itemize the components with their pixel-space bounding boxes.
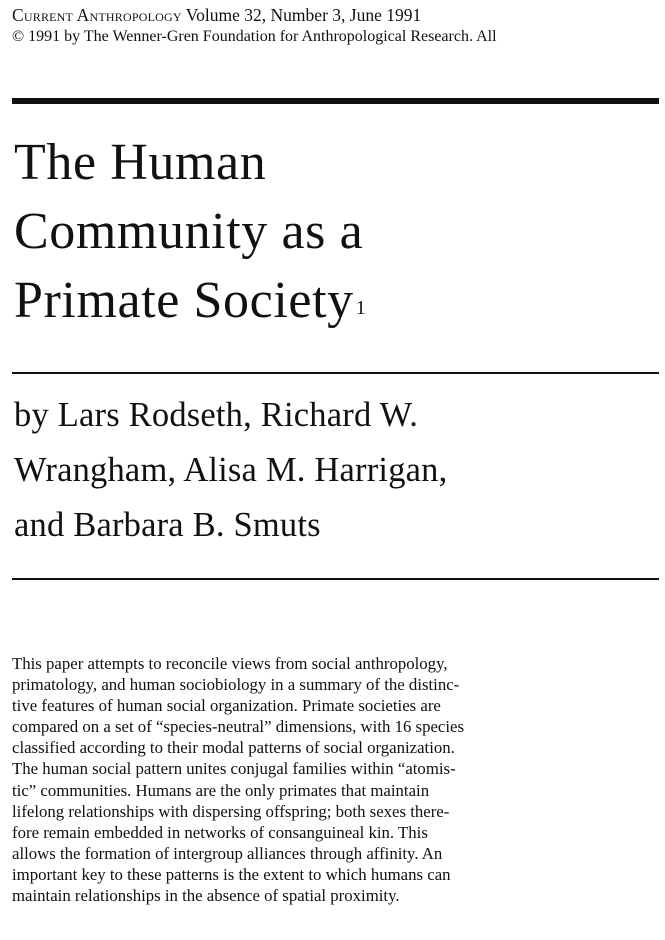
title-line	[14, 266, 366, 335]
abstract-line: tive features of human social organization. Primate societies are	[12, 696, 441, 716]
abstract-line: compared on a set of “species-neutral” dimensions, with 16 species	[12, 717, 465, 737]
copyright-notice: © 1991 by The Wenner-Gren Foundation for Anthropological Research. All	[12, 28, 497, 45]
abstract-line: tic” communities. Humans are the only primates that maintain	[12, 780, 430, 800]
journal-issue: Volume 32, Number 3, June 1991	[185, 5, 422, 25]
author-line: by Lars Rodseth, Richard W.	[14, 396, 419, 434]
title-rule	[12, 372, 659, 374]
abstract-line: primatology, and human sociobiology in a summary of the distinc-	[12, 675, 460, 695]
author-byline	[14, 388, 447, 553]
author-rule	[12, 578, 659, 580]
abstract-line: important key to these patterns is the extent to which humans can	[12, 864, 451, 884]
title-line: Community as a	[14, 203, 364, 260]
journal-citation	[12, 4, 421, 26]
header-rule	[12, 98, 659, 104]
author-line: and Barbara B. Smuts	[14, 506, 321, 544]
abstract-line: fore remain embedded in networks of consanguineal kin. This	[12, 822, 428, 842]
abstract-line: allows the formation of intergroup alliances through affinity. An	[12, 843, 443, 863]
abstract-line: The human social pattern unites conjugal families within “atomis-	[12, 759, 456, 779]
title-line: The Human	[14, 134, 267, 191]
abstract-line: classified according to their modal patterns of social organization.	[12, 738, 455, 758]
journal-name: Current Anthropology	[12, 5, 182, 25]
abstract	[12, 653, 665, 906]
article-title	[14, 128, 366, 335]
abstract-line: maintain relationships in the absence of spatial proximity.	[12, 886, 400, 906]
title-line-text: Primate Society	[14, 272, 354, 329]
footnote-marker: 1	[355, 297, 367, 319]
abstract-line: lifelong relationships with dispersing offspring; both sexes there-	[12, 801, 450, 821]
abstract-line: This paper attempts to reconcile views from social anthropology,	[12, 654, 448, 673]
author-line: Wrangham, Alisa M. Harrigan,	[14, 451, 448, 489]
